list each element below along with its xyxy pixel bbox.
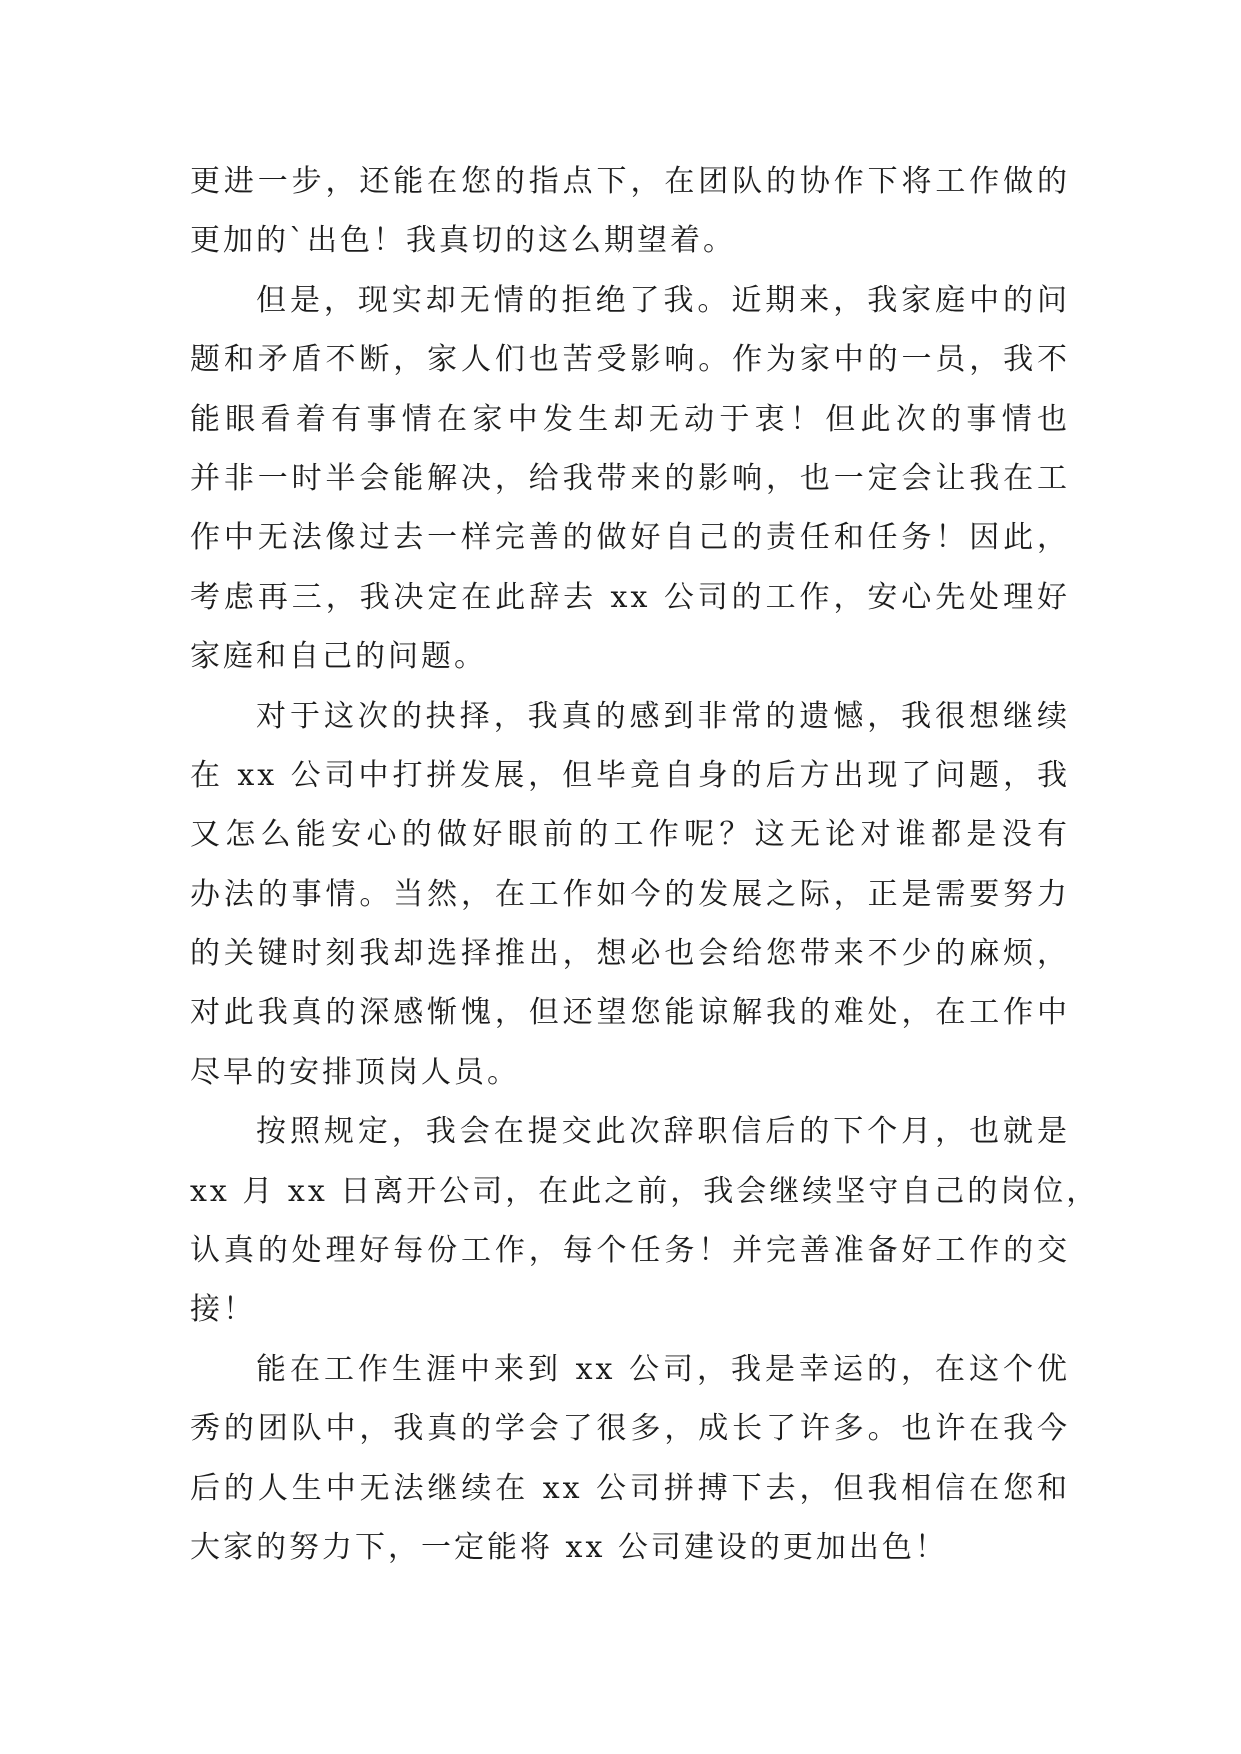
text-line: 并非一时半会能解决，给我带来的影响，也一定会让我在工 <box>190 460 1070 496</box>
text-line: 接！ <box>190 1292 256 1328</box>
text-line: 作中无法像过去一样完善的做好自己的责任和任务！因此， <box>190 520 1070 556</box>
text-line: 考虑再三，我决定在此辞去 xx 公司的工作，安心先处理好 <box>190 579 1070 615</box>
letter-body <box>190 152 1100 1577</box>
text-line: 按照规定，我会在提交此次辞职信后的下个月，也就是 <box>256 1114 1070 1150</box>
text-line: xx 月 xx 日离开公司，在此之前，我会继续坚守自己的岗位， <box>190 1173 1100 1209</box>
text-line: 认真的处理好每份工作，每个任务！并完善准备好工作的交 <box>190 1233 1070 1269</box>
text-line: 家庭和自己的问题。 <box>190 639 487 675</box>
text-line: 尽早的安排顶岗人员。 <box>190 1054 520 1090</box>
text-line: 办法的事情。当然，在工作如今的发展之际，正是需要努力 <box>190 876 1070 912</box>
text-line: 题和矛盾不断，家人们也苦受影响。作为家中的一员，我不 <box>190 342 1070 378</box>
paragraph-4 <box>190 1102 1100 1340</box>
text-line: 能在工作生涯中来到 xx 公司，我是幸运的，在这个优 <box>256 1351 1070 1387</box>
text-line: 在 xx 公司中打拼发展，但毕竟自身的后方出现了问题，我 <box>190 757 1070 793</box>
text-line: 秀的团队中，我真的学会了很多，成长了许多。也许在我今 <box>190 1411 1070 1447</box>
text-line: 对于这次的抉择，我真的感到非常的遗憾，我很想继续 <box>256 698 1070 734</box>
paragraph-1 <box>190 152 1070 271</box>
paragraph-2 <box>190 271 1070 687</box>
paragraph-3 <box>190 687 1070 1103</box>
text-line: 后的人生中无法继续在 xx 公司拼搏下去，但我相信在您和 <box>190 1470 1070 1506</box>
text-line: 更进一步，还能在您的指点下，在团队的协作下将工作做的 <box>190 164 1070 199</box>
text-line: 对此我真的深感惭愧，但还望您能谅解我的难处，在工作中 <box>190 995 1070 1031</box>
text-line: 大家的努力下，一定能将 xx 公司建设的更加出色！ <box>190 1529 948 1565</box>
paragraph-5 <box>190 1340 1070 1578</box>
text-line: 更加的`出色！我真切的这么期望着。 <box>190 223 736 259</box>
text-line: 的关键时刻我却选择推出，想必也会给您带来不少的麻烦， <box>190 936 1070 972</box>
text-line: 能眼看着有事情在家中发生却无动于衷！但此次的事情也 <box>190 401 1070 437</box>
text-line: 但是，现实却无情的拒绝了我。近期来，我家庭中的问 <box>256 282 1070 318</box>
text-line: 又怎么能安心的做好眼前的工作呢？这无论对谁都是没有 <box>190 817 1070 853</box>
